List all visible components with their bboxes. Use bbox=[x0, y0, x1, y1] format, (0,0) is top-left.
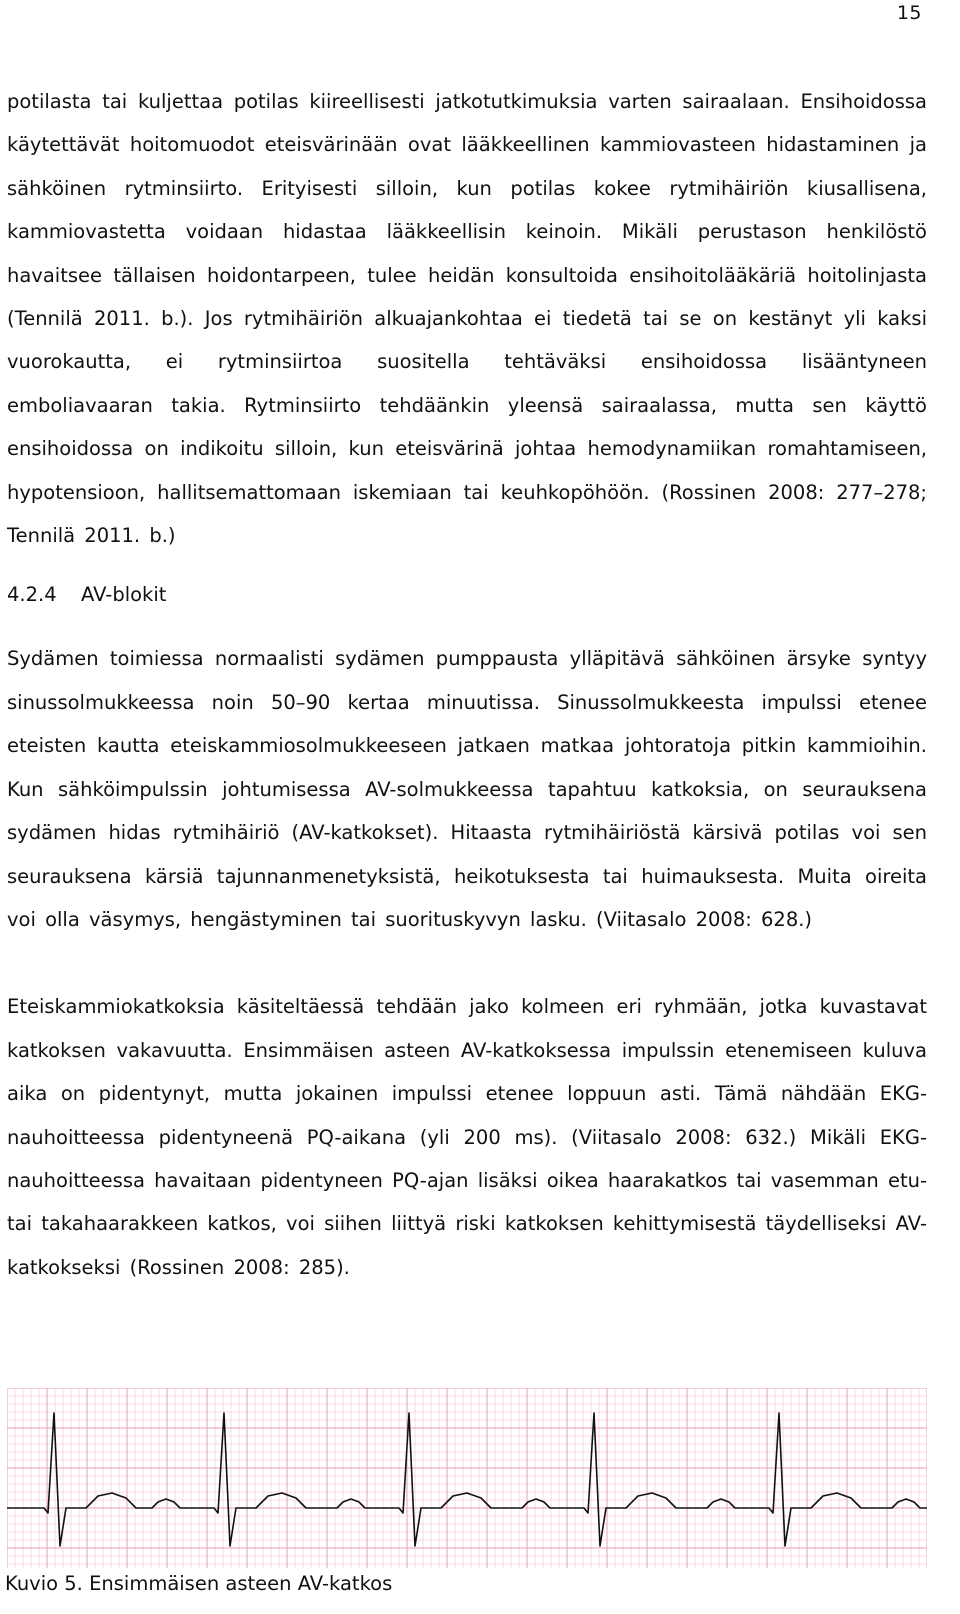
section-heading bbox=[7, 575, 927, 615]
page-number: 15 bbox=[896, 2, 922, 24]
paragraph-atrial-fibrillation-treatment: potilasta tai kuljettaa potilas kiireellisesti jatkotutkimuksia varten sairaalaan. Ensihoidossa käytettävät hoitomuodot eteisvärinään ovat lääkkeellinen kammiovasteen hidastaminen ja sähköinen rytminsiirto. Erityisesti silloin, kun potilas kokee rytmihäiriön kiusallisena, kammiovastetta voidaan hidastaa lääkkeellisin keinoin. Mikäli perustason henkilöstö havaitsee tällaisen hoidontarpeen, tulee heidän konsultoida ensihoitolääkäriä hoitolinjasta (Tennilä 2011. b.). Jos rytmihäiriön alkuajankohtaa ei tiedetä tai se on kestänyt yli kaksi vuorokautta, ei rytminsiirtoa suositella tehtäväksi ensihoidossa lisääntyneen emboliavaaran takia. Rytminsiirto tehdäänkin yleensä sairaalassa, mutta sen käyttö ensihoidossa on indikoitu silloin, kun eteisvärinä johtaa hemodynamiikan romahtamiseen, hypotensioon, hallitsemattomaan iskemiaan tai keuhkopöhöön. (Rossinen 2008: 277–278; Tennilä 2011. b.) bbox=[7, 90, 927, 548]
ecg-grid bbox=[7, 1388, 927, 1568]
ecg-figure bbox=[7, 1388, 927, 1568]
document-body bbox=[7, 80, 927, 1289]
figure-caption: Kuvio 5. Ensimmäisen asteen AV-katkos bbox=[5, 1572, 393, 1595]
ecg-trace bbox=[7, 1413, 927, 1546]
section-number: 4.2.4 bbox=[7, 583, 57, 607]
paragraph-av-block-degrees: Eteiskammiokatkoksia käsiteltäessä tehdään jako kolmeen eri ryhmään, jotka kuvastavat katkoksen vakavuutta. Ensimmäisen asteen AV-katkoksessa impulssin etenemiseen kuluva aika on pidentynyt, mutta jokainen impulssi etenee loppuun asti. Tämä nähdään EKG-nauhoitteessa pidentyneenä PQ-aikana (yli 200 ms). (Viitasalo 2008: 632.) Mikäli EKG-nauhoitteessa havaitaan pidentyneen PQ-ajan lisäksi oikea haarakatkos tai vasemman etu- tai takahaarakkeen katkos, voi siihen liittyä riski katkoksen kehittymisestä täydelliseksi AV-katkokseksi (Rossinen 2008: 285). bbox=[7, 995, 927, 1279]
ecg-strip-image bbox=[7, 1388, 927, 1568]
section-title: AV-blokit bbox=[81, 583, 167, 607]
paragraph-av-block-intro: Sydämen toimiessa normaalisti sydämen pumppausta ylläpitävä sähköinen ärsyke syntyy sinussolmukkeessa noin 50–90 kertaa minuutissa. Sinussolmukkeesta impulssi etenee eteisten kautta eteiskammiosolmukkeeseen jatkaen matkaa johtoratoja pitkin kammioihin. Kun sähköimpulssin johtumisessa AV-solmukkeessa tapahtuu katkoksia, on seurauksena sydämen hidas rytmihäiriö (AV-katkokset). Hitaasta rytmihäiriöstä kärsivä potilas voi sen seurauksena kärsiä tajunnanmenetyksistä, heikotuksesta tai huimauksesta. Muita oireita voi olla väsymys, hengästyminen tai suorituskyvyn lasku. (Viitasalo 2008: 628.) bbox=[7, 647, 927, 931]
